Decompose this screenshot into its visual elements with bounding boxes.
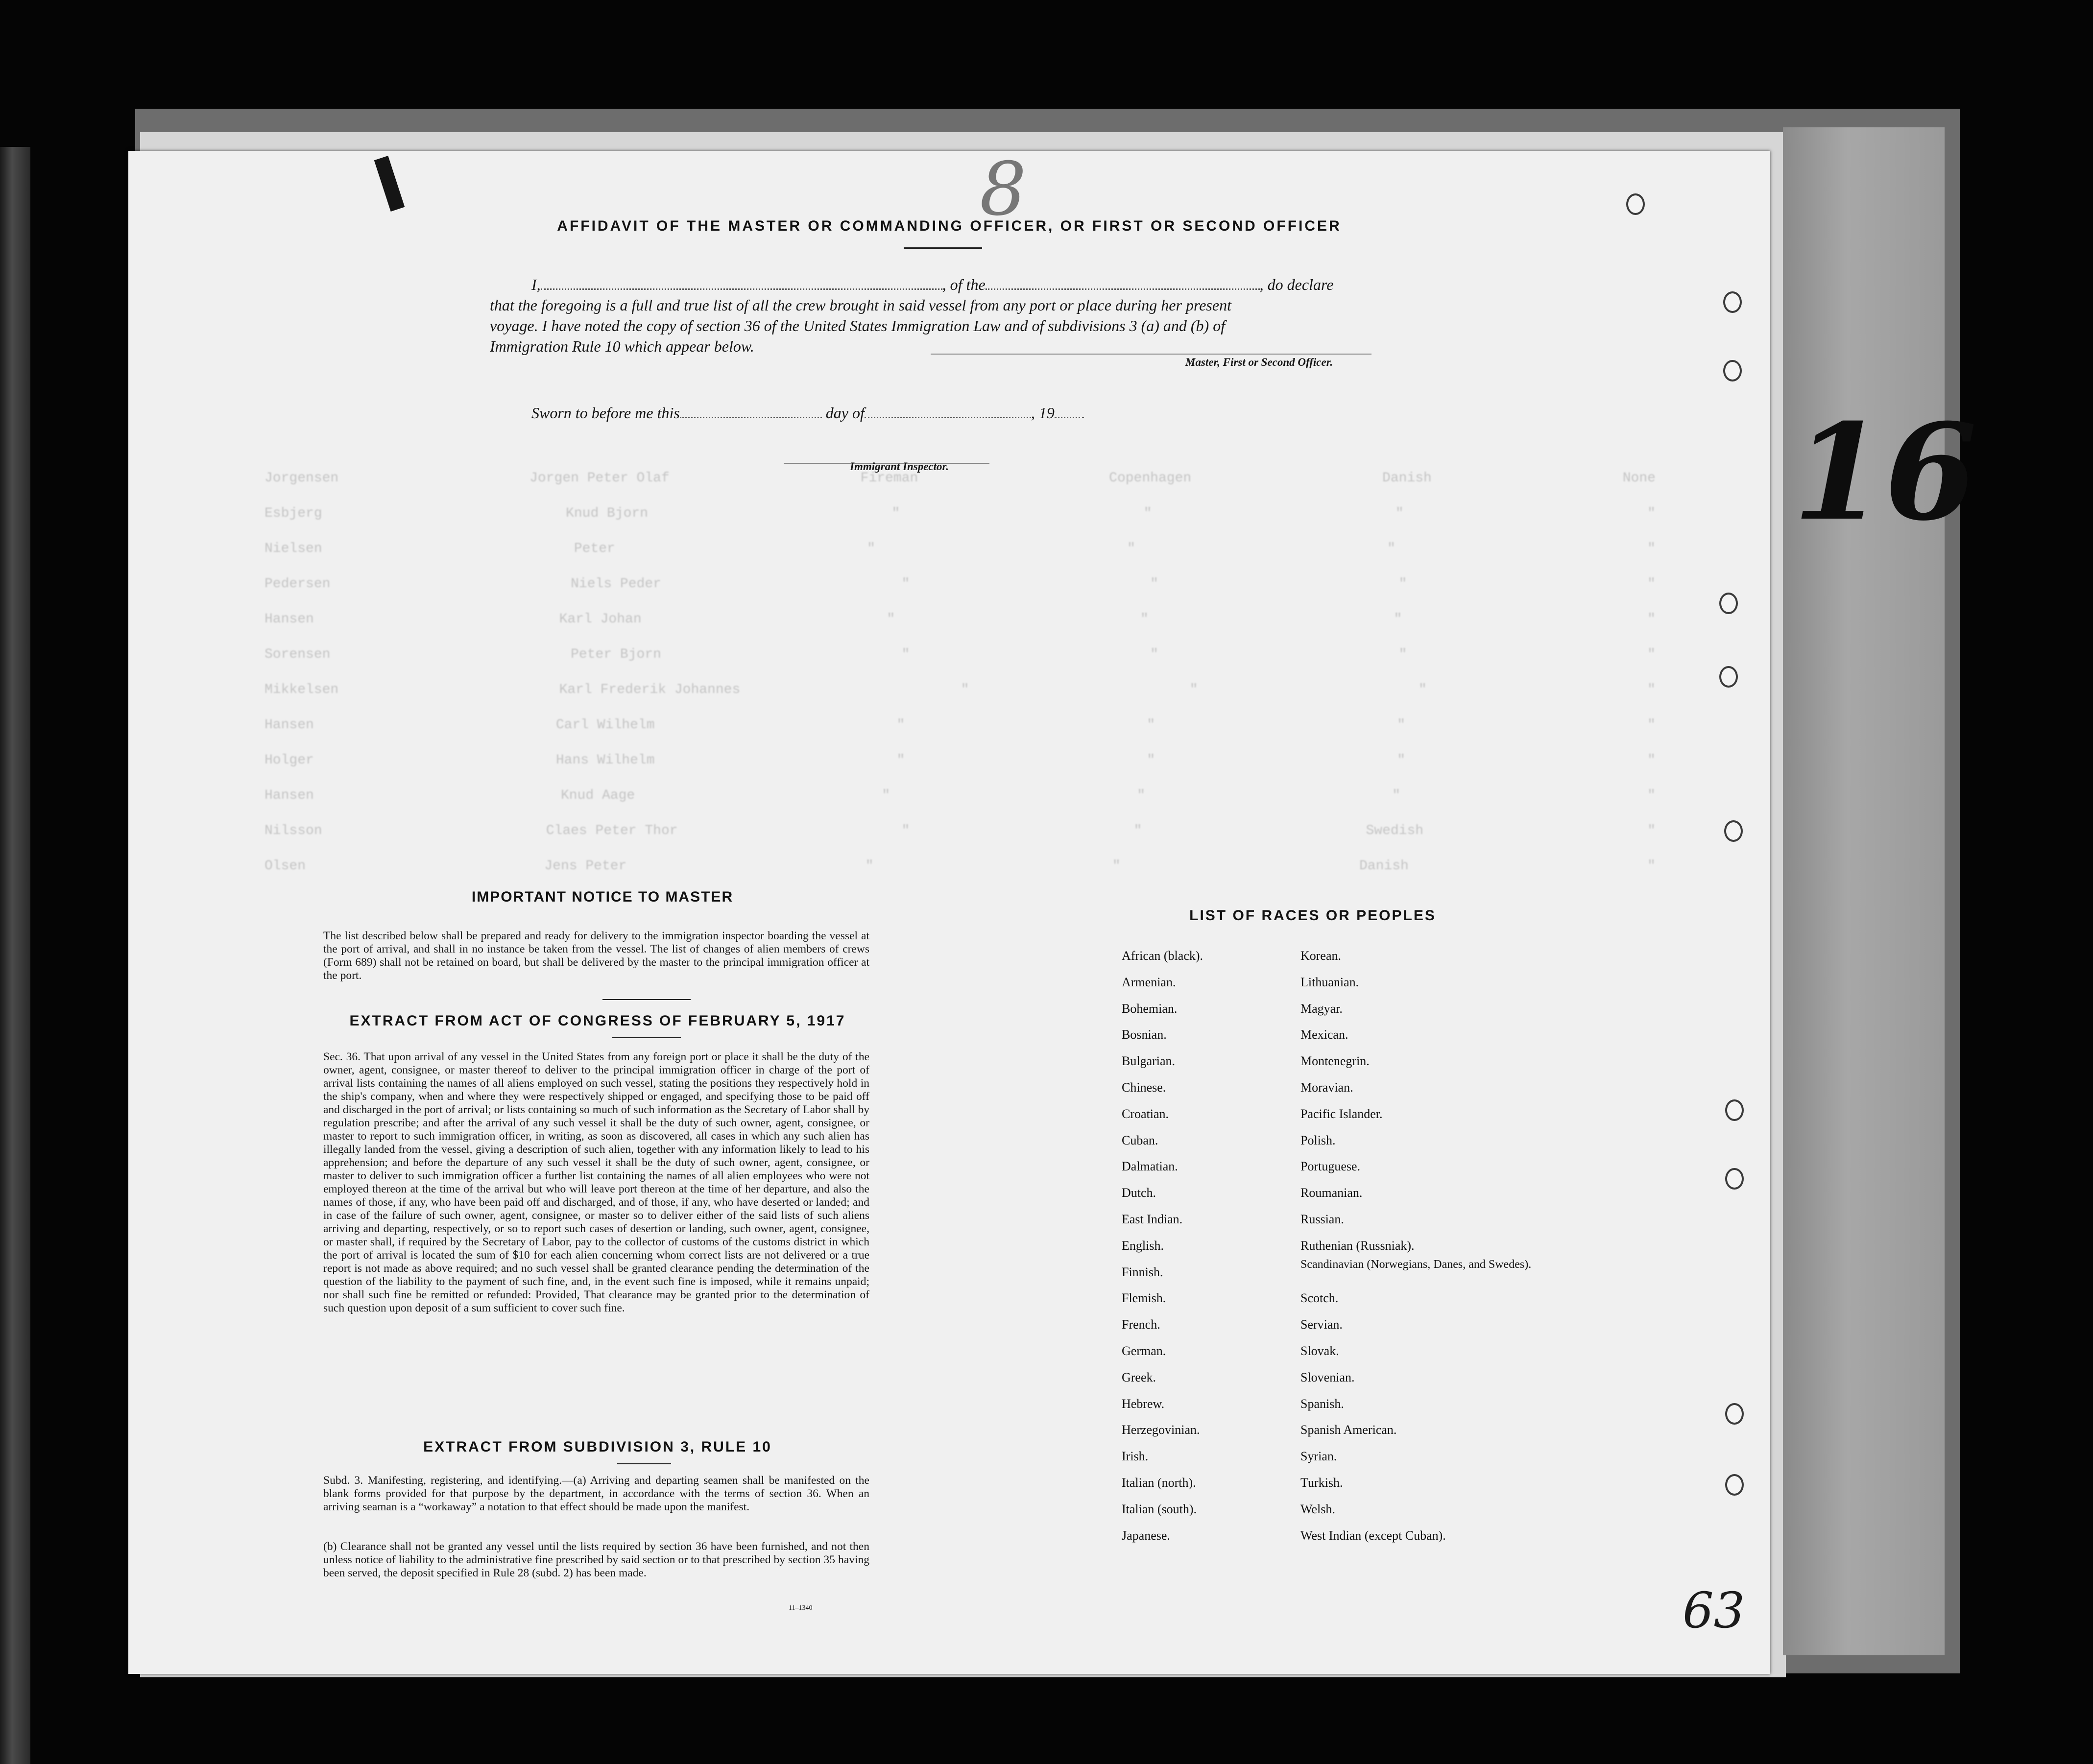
sworn-line: Sworn to before me this day of , 19 [531, 404, 1084, 422]
race-item: Greek. [1122, 1370, 1156, 1384]
rule-text-b: (b) Clearance shall not be granted any vessel until the lists required by section 36 have been furnished, and not then unless notice of liability to the administrative fine prescribed by said section or to that prescribed by section 35 having been served, the deposit specified in Rule 28 (subd. 2) has been made. [323, 1540, 869, 1579]
affidavit-line-3: voyage. I have noted the copy of section 36 of the United States Immigration Law and of subdivisions 3 (a) and (b) of [490, 317, 1226, 334]
race-item: Spanish American. [1300, 1423, 1397, 1437]
race-item: East Indian. [1122, 1212, 1183, 1226]
rule-underline [617, 1463, 671, 1464]
race-item: English. [1122, 1238, 1164, 1253]
bleed-through-text: Jorgensen Jorgen Peter Olaf Fireman Copenhagen Danish None Esbjerg Knud Bjorn " " " " Nielsen Peter " " " " Pedersen Niels Peder " " " " Hansen Karl Johan " " " " Sorensen Peter Bjorn " " " " Mikkelsen Karl Frederik Johannes " " " " Hansen Carl Wilhelm " " " " Holger Hans Wilhelm " " " " Hansen Knud Aage " " " " Nilsson Claes Peter Thor " " Swedish " Olsen Jens Peter " " Danish " [265, 470, 1656, 874]
left-edge-strip [0, 147, 30, 1764]
punch-hole [1719, 666, 1738, 688]
race-item: Pacific Islander. [1300, 1106, 1383, 1121]
race-item: Cuban. [1122, 1133, 1158, 1147]
act-title: EXTRACT FROM ACT OF CONGRESS OF FEBRUARY 5, 1917 [349, 1013, 846, 1029]
race-item: Spanish. [1300, 1396, 1344, 1411]
race-item: Italian (south). [1122, 1502, 1197, 1516]
race-item: Roumanian. [1300, 1186, 1363, 1200]
rule-text-a: Subd. 3. Manifesting, registering, and identifying.—(a) Arriving and departing seamen shall be manifested on the blank forms provided for that purpose by the department, in accordance with the terms of section 36. When an arriving seaman is a “workaway” a notation to that effect should be made upon the manifest. [323, 1474, 869, 1513]
punch-hole [1723, 291, 1742, 313]
rule-title: EXTRACT FROM SUBDIVISION 3, RULE 10 [423, 1439, 772, 1455]
race-item: Slovenian. [1300, 1370, 1355, 1384]
races-right-column [1300, 943, 1545, 1549]
inspector-caption: Immigrant Inspector. [850, 460, 949, 473]
title-underline [904, 247, 982, 249]
race-item: German. [1122, 1343, 1166, 1358]
race-item: West Indian (except Cuban). [1300, 1528, 1446, 1543]
race-item: Irish. [1122, 1449, 1149, 1464]
race-item: Syrian. [1300, 1449, 1337, 1464]
race-item: Bosnian. [1122, 1027, 1167, 1042]
race-item: Slovak. [1300, 1343, 1339, 1358]
notice-text: The list described below shall be prepared and ready for delivery to the immigration inspector boarding the vessel at the port of arrival, and shall in no instance be taken from the vessel. The list of changes of alien members of crews (Form 689) shall not be retained on board, but shall be delivered by the master to the principal immigration officer at the port. [323, 930, 869, 982]
signature-caption: Master, First or Second Officer. [1185, 356, 1333, 368]
race-item: Scandinavian (Norwegians, Danes, and Swedes). [1300, 1258, 1532, 1271]
punch-hole [1725, 1168, 1744, 1190]
affidavit-line-2: that the foregoing is a full and true list of all the crew brought in said vessel from any port or place during her present [490, 296, 1231, 314]
signature-line [931, 354, 1371, 355]
race-item: Chinese. [1122, 1080, 1166, 1095]
race-item: Bulgarian. [1122, 1054, 1176, 1069]
punch-hole [1724, 820, 1743, 842]
race-item: Turkish. [1300, 1475, 1343, 1490]
handwritten-corner-number: 63 [1683, 1582, 1745, 1639]
race-item: Montenegrin. [1300, 1054, 1370, 1069]
race-item: Herzegovinian. [1122, 1423, 1200, 1437]
race-item: Flemish. [1122, 1291, 1166, 1306]
race-item: Russian. [1300, 1212, 1344, 1226]
affidavit-line-1: I, , of the , do declare [531, 276, 1334, 293]
punch-hole [1725, 1403, 1744, 1425]
notice-title: IMPORTANT NOTICE TO MASTER [471, 889, 734, 905]
act-rule [612, 1037, 681, 1038]
handwritten-sheet-number: 16 [1793, 394, 1977, 550]
race-item: Lithuanian. [1300, 975, 1359, 989]
race-item: Armenian. [1122, 975, 1176, 989]
right-margin-band [1783, 127, 1945, 1655]
race-item: Hebrew. [1122, 1396, 1165, 1411]
punch-hole [1719, 593, 1738, 614]
notice-rule [602, 999, 691, 1000]
race-item: African (black). [1122, 949, 1203, 963]
races-title: LIST OF RACES OR PEOPLES [1189, 907, 1436, 924]
race-item: Portuguese. [1300, 1159, 1361, 1174]
race-item: Welsh. [1300, 1502, 1335, 1516]
race-item: Dalmatian. [1122, 1159, 1178, 1174]
form-number: 11–1340 [789, 1604, 813, 1612]
race-item: Japanese. [1122, 1528, 1170, 1543]
race-item: Italian (north). [1122, 1475, 1196, 1490]
race-item: Magyar. [1300, 1001, 1343, 1016]
race-item: Moravian. [1300, 1080, 1353, 1095]
race-item: Finnish. [1122, 1264, 1163, 1279]
race-item: Polish. [1300, 1133, 1336, 1147]
race-item: French. [1122, 1317, 1160, 1332]
race-item: Ruthenian (Russniak). [1300, 1238, 1415, 1253]
act-text: Sec. 36. That upon arrival of any vessel in the United States from any foreign port or place it shall be the duty of the owner, agent, consignee, or master thereof to deliver to the principal immigration officer in charge of the port of arrival lists containing the names of all aliens employed on such vessel, stating the positions they respectively hold in the ship's company, when and where they were respectively shipped or engaged, and specifying those to be paid off and discharged in the port of arrival; or lists containing so much of such information as the Secretary of Labor shall by regulation prescribe; and after the arrival of any such vessel it shall be the duty of such owner, agent, consignee, or master to report to such immigration officer, in writing, as soon as discovered, all cases in which any such alien has illegally landed from the vessel, giving a description of such alien, together with any information likely to lead to his apprehension; and before the departure of any such vessel it shall be the duty of such owner, agent, consignee, or master to deliver to such immigration officer a further list containing the names of all alien employees who were not employed thereon at the time of the arrival but who will leave port thereon at the time of her departure, and also the names of those, if any, who have been paid off and discharged, and of those, if any, who have deserted or landed; and in case of the failure of such owner, agent, consignee, or master so to deliver either of the said lists of such aliens arriving and departing, respectively, or so to report such cases of desertion or landing, such owner, agent, consignee, or master shall, if required by the Secretary of Labor, pay to the collector of customs of the customs district in which the port of arrival is located the sum of $10 for each alien concerning whom correct lists are not delivered or a true report is not made as above required; and no such vessel shall be granted clearance pending the determination of the question of the liability to the payment of such fine, and, in the event such fine is imposed, while it remains unpaid; nor shall such fine be remitted or refunded: Provided, That clearance may be granted prior to the determination of such question upon deposit of a sum sufficient to cover such fine. [323, 1050, 869, 1314]
handwritten-top-mark: 8 [980, 147, 1027, 232]
punch-hole [1723, 360, 1742, 381]
punch-hole [1725, 1474, 1744, 1496]
race-item: Croatian. [1122, 1106, 1169, 1121]
race-item: Korean. [1300, 949, 1342, 963]
race-item: Bohemian. [1122, 1001, 1178, 1016]
race-item: Mexican. [1300, 1027, 1348, 1042]
punch-hole [1626, 193, 1645, 215]
affidavit-line-4: Immigration Rule 10 which appear below. [490, 337, 754, 355]
race-item: Dutch. [1122, 1186, 1156, 1200]
race-item: Servian. [1300, 1317, 1343, 1332]
affidavit-title: AFFIDAVIT OF THE MASTER OR COMMANDING OFFICER, OR FIRST OR SECOND OFFICER [557, 218, 1342, 234]
punch-hole [1725, 1099, 1744, 1121]
race-item: Scotch. [1300, 1291, 1339, 1306]
